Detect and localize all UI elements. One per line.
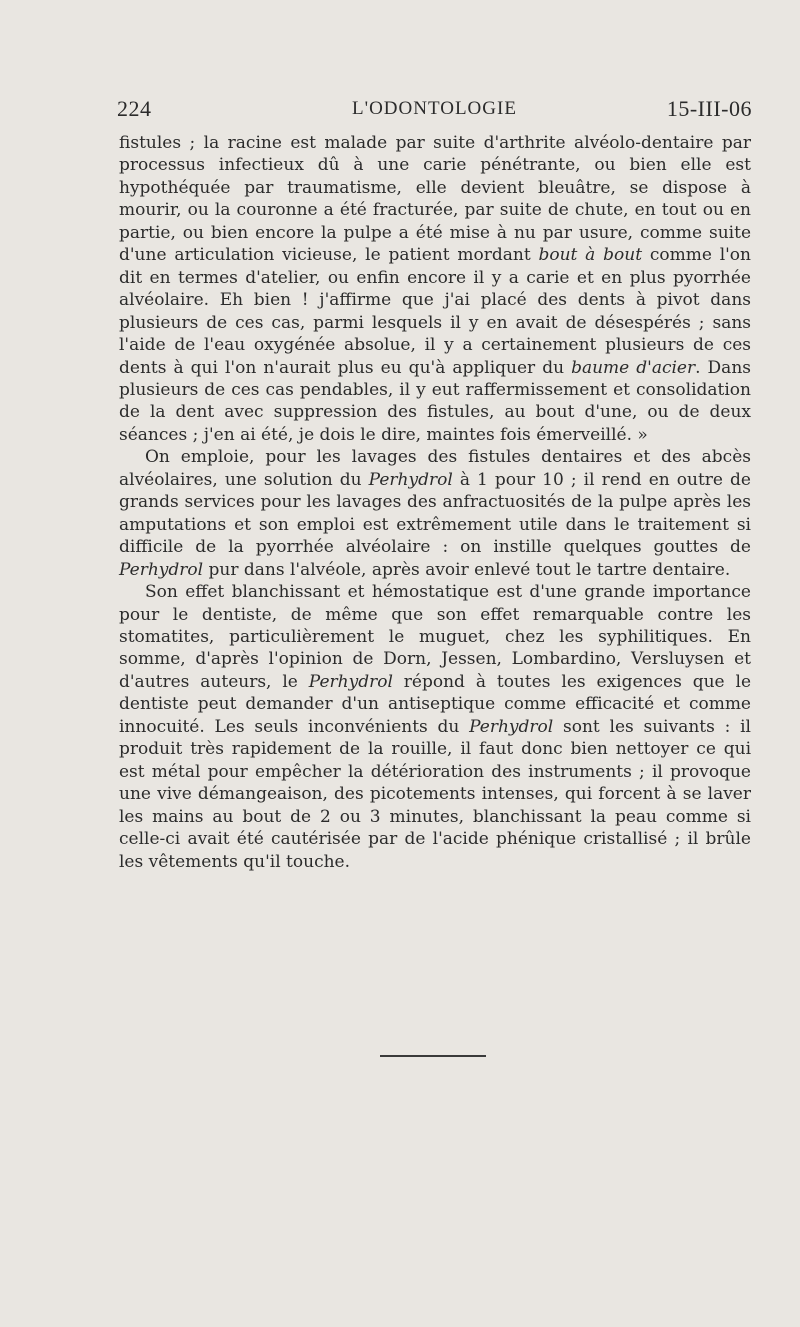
page-number: 224	[117, 96, 152, 121]
paragraph-3: Son effet blanchissant et hémostatique est d'une grande importance pour le dentiste, de même que son effet remarquable contre les stomatites, particulièrement le muguet, chez les syphilitiques. En somme, d'après l'opinion de Dorn, Jessen, Lombardino, Versluysen et d'autres auteurs, le Perhydrol répond à toutes les exigences que le dentiste peut demander d'un antiseptique comme efficacité et comme innocuité. Les seuls inconvénients du Perhydrol sont les suivants : il produit très rapidement de la rouille, il faut donc bien nettoyer ce qui est métal pour empêcher la détérioration des instruments ; il provoque une vive démangeaison, des picotements intenses, qui forcent à se laver les mains au bout de 2 ou 3 minutes, blanchissant la peau comme si celle-ci avait été cautérisée par de l'acide phénique cristallisé ; il brûle les vêtements qu'il touche.	[119, 582, 752, 872]
paragraph-1: fistules ; la racine est malade par suite d'arthrite alvéolo-dentaire par processus infectieux dû à une carie pénétrante, ou bien elle est hypothéquée par traumatisme, elle devient bleuâtre, se dispose à mourir, ou la couronne a été fracturée, par suite de chute, en tout ou en partie, ou bien encore la pulpe a été mise à nu par usure, comme suite d'une articulation vicieuse, le patient mordant bout à bout comme l'on dit en termes d'atelier, ou enfin encore il y a carie et en plus pyorrhée alvéolaire. Eh bien ! j'affirme que j'ai placé des dents à pivot dans plusieurs de ces cas, parmi lesquels il y en avait de désespérés ; sans l'aide de l'eau oxygénée absolue, il y a certainement plusieurs de ces dents à qui l'on n'aurait plus eu qu'à appliquer du baume d'acier. Dans plusieurs de ces cas pendables, il y eut raffermissement et consolidation de la dent avec suppression des fistules, au bout d'une, ou de deux séances ; j'en ai été, je dois le dire, maintes fois émerveillé. »	[119, 133, 751, 445]
section-end-rule	[380, 1055, 486, 1057]
paragraph-2: On emploie, pour les lavages des fistules dentaires et des abcès alvéolaires, une solution du Perhydrol à 1 pour 10 ; il rend en outre de grands services pour les lavages des anfractuosités de la pulpe après les amputations et son emploi est extrêmement utile dans le traitement si difficile de la pyorrhée alvéolaire : on instille quelques gouttes de Perhydrol pur dans l'alvéole, après avoir enlevé tout le tartre dentaire.	[119, 447, 751, 580]
issue-date: 15-III-06	[666, 96, 752, 121]
article-body	[119, 132, 751, 873]
running-header	[117, 96, 752, 126]
journal-title: L'ODONTOLOGIE	[352, 98, 517, 119]
